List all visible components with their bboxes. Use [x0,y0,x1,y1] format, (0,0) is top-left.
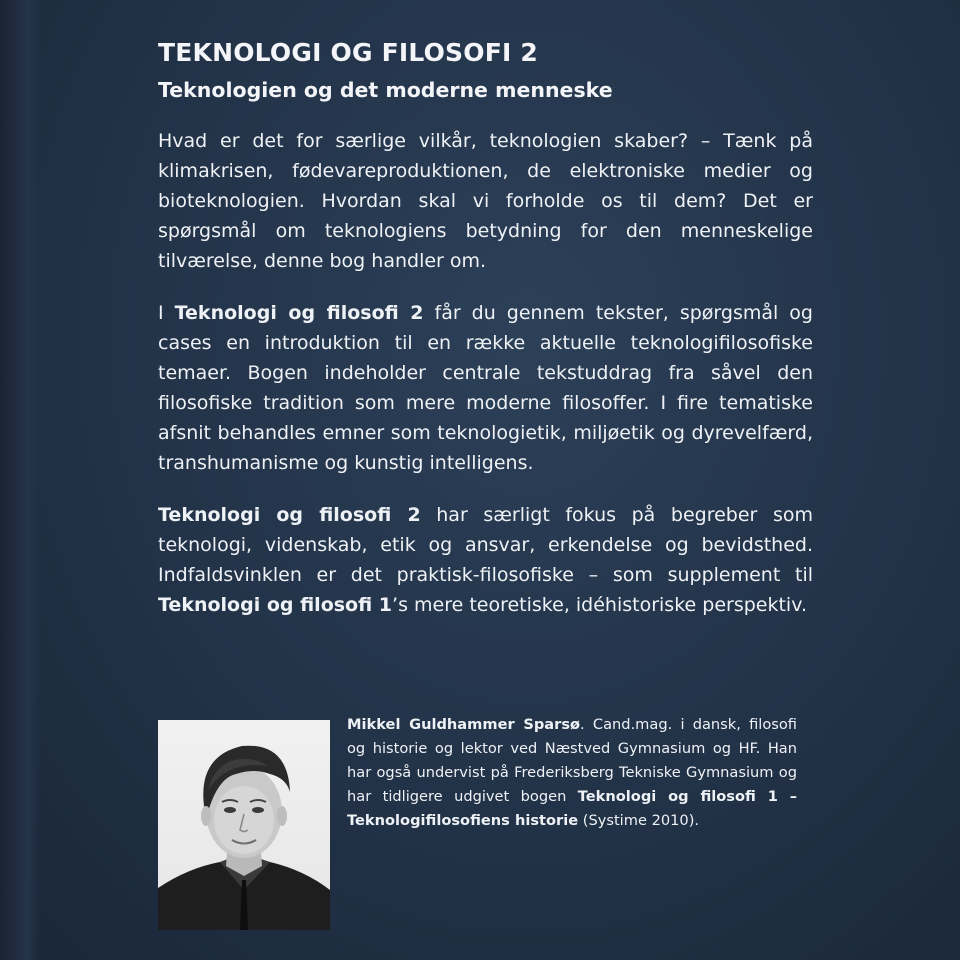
author-bio-text-1: . Cand.mag. i dansk, filosofi og historie og lektor ved Næstved Gymnasium og HF. Han har også undervist på Frederiksberg Tekniske Gymnasium og har tidligere udgivet bogen [347,716,797,805]
blurb-paragraph-3-book-title: Teknologi og filosofi 2 [158,504,421,526]
blurb-paragraph-3-text-1: har særligt fokus på begreber som teknologi, videnskab, etik og ansvar, erkendelse og bevidsthed. Indfaldsvinklen er det praktisk-filosofiske – som supplement til [158,504,813,586]
blurb-paragraph-1 [158,126,813,276]
author-portrait-illustration [158,720,330,930]
book-subtitle: Teknologien og det moderne menneske [158,78,613,102]
blurb-paragraph-3 [158,500,813,620]
book-title: TEKNOLOGI OG FILOSOFI 2 [158,38,538,67]
blurb-paragraph-3-text-2: ’s mere teoretiske, idéhistoriske perspektiv. [392,594,808,616]
cover-spine-edge [0,0,40,960]
blurb-paragraph-3-book-title-2: Teknologi og filosofi 1 [158,594,393,616]
blurb-paragraph-1-text: Hvad er det for særlige vilkår, teknologien skaber? – Tænk på klimakrisen, fødevareproduktionen, de elektroniske medier og bioteknologien. Hvordan skal vi forholde os til dem? Det er spørgsmål om teknologiens betydning for den menneskelige tilværelse, denne bog handler om. [158,130,813,272]
blurb-paragraph-2 [158,298,813,478]
blurb-paragraph-2-text: får du gennem tekster, spørgsmål og cases en introduktion til en række aktuelle teknologifilosofiske temaer. Bogen indeholder centrale tekstuddrag fra såvel den filosofiske tradition som mere moderne filosoffer. I fire tematiske afsnit behandles emner som teknologietik, miljøetik og dyrevelfærd, transhumanisme og kunstig intelligens. [158,302,813,474]
author-bio-text-2: (Systime 2010). [578,812,700,829]
author-previous-book: Teknologi og filosofi 1 – Teknologifilosofiens historie [347,788,798,829]
author-photo [158,720,330,930]
author-bio [347,713,797,833]
blurb-paragraph-2-prefix: I [158,302,175,324]
blurb-paragraph-2-book-title: Teknologi og filosofi 2 [174,302,424,324]
author-name: Mikkel Guldhammer Sparsø [347,716,581,733]
